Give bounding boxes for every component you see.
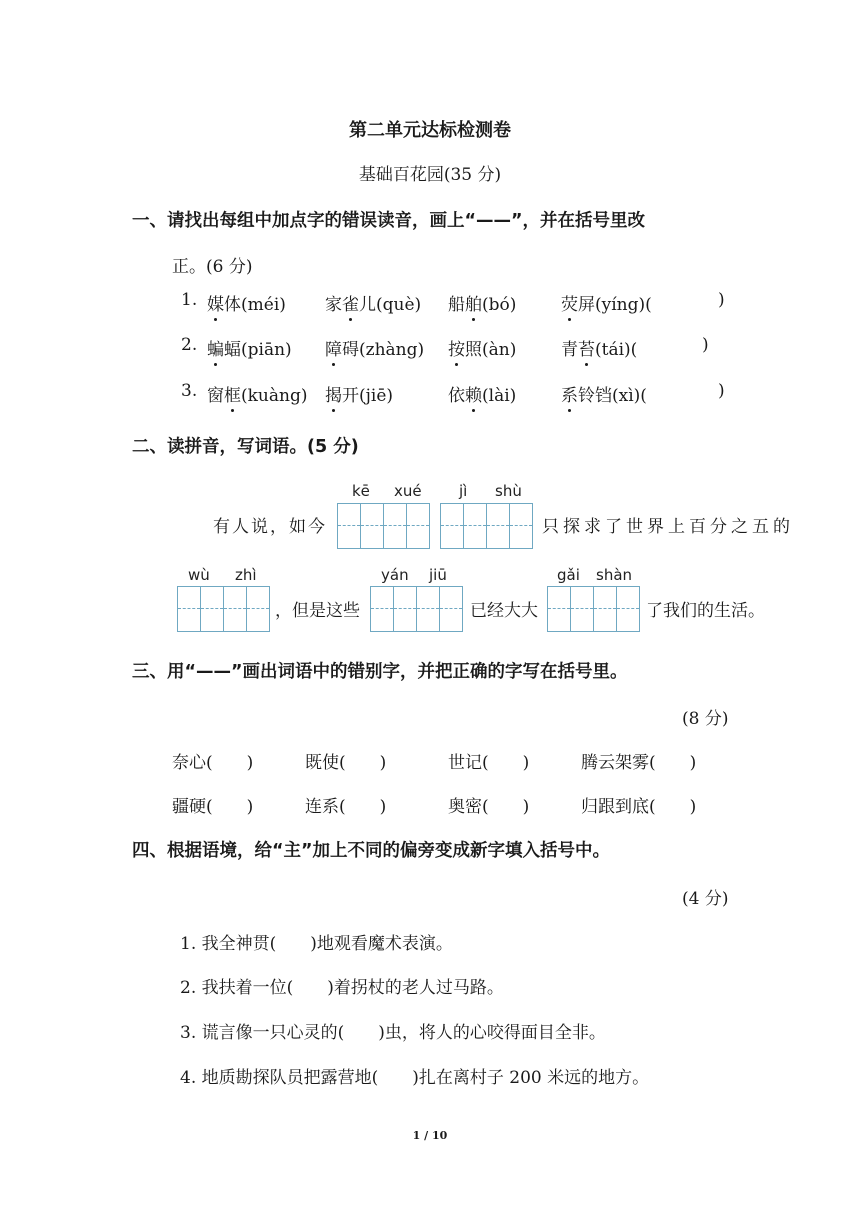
pinyin-jiu: jiū <box>429 566 447 584</box>
q4-score: (4 分) <box>682 889 729 909</box>
pinyin-zhi: zhì <box>235 566 257 584</box>
write-grid-kexue[interactable] <box>337 503 430 549</box>
q1-word-post: 儿(què) <box>359 295 422 315</box>
pinyin-gai: gǎi <box>557 566 580 584</box>
pinyin-ke: kē <box>352 482 370 500</box>
q1-dotted-char: 框 <box>224 381 241 406</box>
q3-heading: 三、用“——”画出词语中的错别字，并把正确的字写在括号里。 <box>132 662 628 682</box>
q1-word-post: (bó) <box>482 295 517 315</box>
page-number: 1 / 10 <box>412 1129 448 1142</box>
pinyin-wu: wù <box>188 566 210 584</box>
q1-dotted-char: 苔 <box>578 335 595 360</box>
q1-dotted-char: 揭 <box>325 381 342 406</box>
q1-row-number: 2. <box>181 335 198 355</box>
q4-item: 3. 谎言像一只心灵的( )虫，将人的心咬得面目全非。 <box>180 1023 606 1043</box>
q2-line2-mid1: ，但是这些 <box>275 601 360 621</box>
q1-row-number: 1. <box>181 290 198 310</box>
q3-score: (8 分) <box>682 709 729 729</box>
q1-word-post: 体(méi) <box>224 295 286 315</box>
q4-heading: 四、根据语境，给“主”加上不同的偏旁变成新字填入括号中。 <box>132 841 611 861</box>
q1-dotted-char: 障 <box>325 335 342 360</box>
write-grid-yanjiu[interactable] <box>370 586 463 632</box>
q1-dotted-char: 舶 <box>465 290 482 315</box>
q1-word-post: (kuàng) <box>241 386 308 406</box>
q2-line1-post: 只探求了世界上百分之五的 <box>542 517 794 537</box>
q3-item: 奥密( ) <box>448 797 530 817</box>
q1-word <box>561 381 647 406</box>
q2-line2-mid2: 已经大大 <box>470 601 538 621</box>
q1-dotted-char: 系 <box>561 381 578 406</box>
q1-word <box>448 290 516 315</box>
q1-dotted-char: 赖 <box>465 381 482 406</box>
q1-word-pre: 船 <box>448 295 465 315</box>
q1-word <box>448 335 516 360</box>
q4-item: 4. 地质勘探队员把露营地( )扎在离村子 200 米远的地方。 <box>180 1068 650 1088</box>
q3-item: 世记( ) <box>448 753 530 773</box>
q4-item: 2. 我扶着一位( )着拐杖的老人过马路。 <box>180 978 504 998</box>
pinyin-ji: jì <box>459 482 468 500</box>
q1-word-post: (tái)( <box>595 340 638 360</box>
answer-paren-close: ) <box>718 381 725 401</box>
q1-word-pre: 家 <box>325 295 342 315</box>
q1-word-post: 铃铛(xì)( <box>578 386 647 406</box>
page-subtitle: 基础百花园(35 分) <box>358 165 502 185</box>
q1-word <box>325 290 421 315</box>
q3-item: 连系( ) <box>305 797 387 817</box>
q3-item: 疆硬( ) <box>172 797 254 817</box>
q4-item: 1. 我全神贯( )地观看魔术表演。 <box>180 934 453 954</box>
q1-word <box>207 290 286 315</box>
page-title: 第二单元达标检测卷 <box>349 120 511 141</box>
q1-dotted-char: 媒 <box>207 290 224 315</box>
q1-word-post: 屏(yíng)( <box>578 295 652 315</box>
q1-word <box>561 335 637 360</box>
q3-item: 既使( ) <box>305 753 387 773</box>
q3-item: 归跟到底( ) <box>581 797 697 817</box>
q2-heading: 二、读拼音，写词语。(5 分) <box>132 437 359 457</box>
q1-heading: 一、请找出每组中加点字的错误读音，画上“——”，并在括号里改 <box>132 211 646 231</box>
q1-word-pre: 依 <box>448 386 465 406</box>
write-grid-gaishan[interactable] <box>547 586 640 632</box>
q1-word-post: 开(jiē) <box>342 386 394 406</box>
q2-line1-pre: 有人说，如今 <box>213 517 327 537</box>
q1-word <box>325 335 424 360</box>
q1-word-pre: 青 <box>561 340 578 360</box>
q1-row-number: 3. <box>181 381 198 401</box>
q1-word-post: (lài) <box>482 386 517 406</box>
q1-word <box>561 290 652 315</box>
q1-dotted-char: 蝙 <box>207 335 224 360</box>
q1-word <box>448 381 516 406</box>
pinyin-yan: yán <box>381 566 409 584</box>
q1-heading-cont: 正。(6 分) <box>172 257 253 277</box>
q1-word-post: 照(àn) <box>465 340 517 360</box>
pinyin-shu: shù <box>495 482 522 500</box>
q2-line2-post: 了我们的生活。 <box>646 601 765 621</box>
q1-dotted-char: 荧 <box>561 290 578 315</box>
write-grid-jishu[interactable] <box>440 503 533 549</box>
answer-paren-close: ) <box>702 335 709 355</box>
q3-item: 腾云架雾( ) <box>581 753 697 773</box>
q1-word-pre: 窗 <box>207 386 224 406</box>
q1-word <box>207 381 307 406</box>
q1-word <box>325 381 393 406</box>
q1-word-post: 蝠(piān) <box>224 340 292 360</box>
q1-dotted-char: 按 <box>448 335 465 360</box>
pinyin-shan: shàn <box>596 566 633 584</box>
q1-word-post: 碍(zhàng) <box>342 340 425 360</box>
q1-word <box>207 335 292 360</box>
q3-item: 奈心( ) <box>172 753 254 773</box>
answer-paren-close: ) <box>718 290 725 310</box>
q1-dotted-char: 雀 <box>342 290 359 315</box>
write-grid-wuzhi[interactable] <box>177 586 270 632</box>
pinyin-xue: xué <box>394 482 422 500</box>
